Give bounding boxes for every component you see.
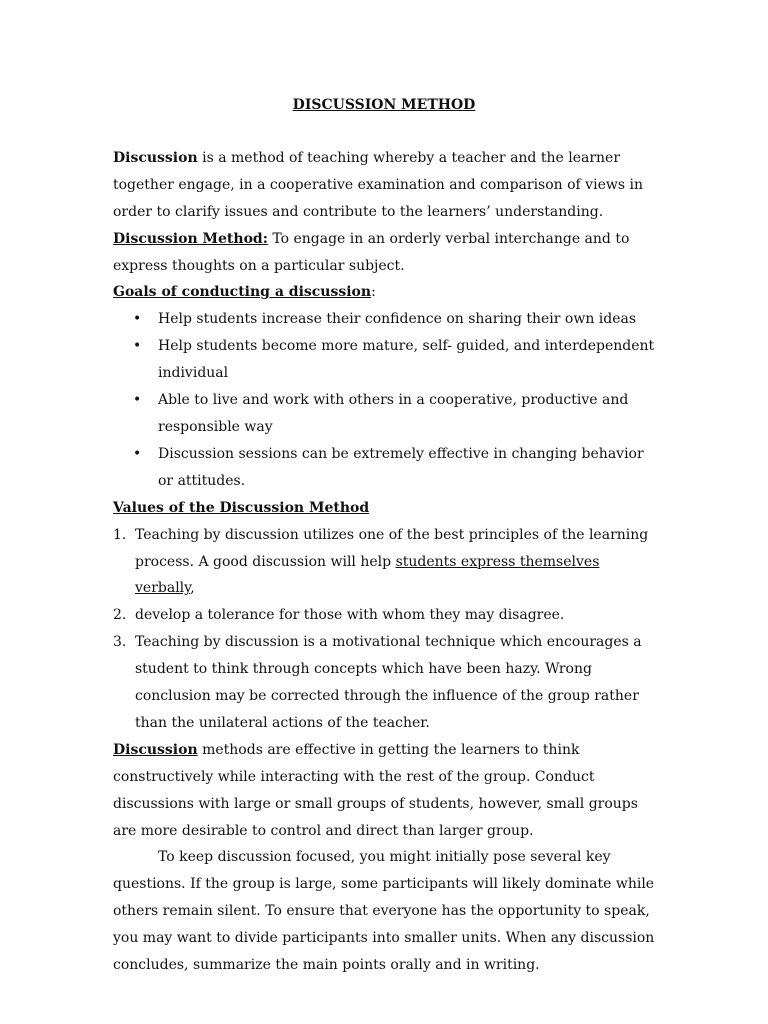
value-text: Teaching by discussion is a motivational technique which encourages a student to think through concepts which have been hazy. Wrong conclusion may be corrected through the influence of the group rather than the unilateral actions of the teacher. <box>135 634 642 731</box>
list-item <box>113 602 658 629</box>
document-page <box>113 92 658 979</box>
list-item <box>113 441 658 495</box>
list-item <box>113 387 658 441</box>
closing-text: methods are effective in getting the learners to think constructively while interacting with the rest of the group. Conduct discussions with large or small groups of students, however, small groups are more desirable to control and direct than larger group. <box>113 741 638 839</box>
intro-paragraph <box>113 145 658 226</box>
definition-term: Discussion Method: <box>113 230 268 247</box>
value-underlined-text: students express themselves verbally <box>135 553 600 597</box>
list-item <box>113 333 658 387</box>
bullet-icon: • <box>133 392 142 409</box>
goals-list <box>113 306 658 494</box>
value-text-after: , <box>190 580 195 597</box>
bullet-icon: • <box>133 338 142 355</box>
page-title: DISCUSSION METHOD <box>292 97 476 113</box>
value-text: Teaching by discussion utilizes one of the best principles of the learning process. A good discussion will help <box>135 526 649 570</box>
closing-paragraph <box>113 737 658 845</box>
goals-heading-suffix: : <box>371 284 376 301</box>
final-paragraph: To keep discussion focused, you might initially pose several key questions. If the group is large, some participants will likely dominate while others remain silent. To ensure that everyone has the opportunity to speak, you may want to divide participants into smaller units. When any discussion concludes, summarize the main points orally and in writing. <box>113 849 655 974</box>
goal-text: Help students increase their confidence on sharing their own ideas <box>158 311 637 328</box>
goals-heading: Goals of conducting a discussion <box>113 284 372 301</box>
values-heading-line <box>113 495 658 522</box>
definition-text: To engage in an orderly verbal interchange and to express thoughts on a particular subject. <box>113 230 630 274</box>
item-number: 2. <box>113 607 127 624</box>
closing-term: Discussion <box>113 741 198 758</box>
item-number: 3. <box>113 634 127 651</box>
goal-text: Help students become more mature, self- guided, and interdependent individual <box>158 338 655 382</box>
values-list <box>113 522 658 737</box>
goal-text: Able to live and work with others in a cooperative, productive and responsible way <box>158 392 629 435</box>
list-item <box>113 306 658 333</box>
intro-term: Discussion <box>113 149 198 166</box>
item-number: 1. <box>113 526 127 543</box>
goals-heading-line <box>113 279 658 306</box>
bullet-icon: • <box>133 445 142 462</box>
intro-text: is a method of teaching whereby a teacher and the learner together engage, in a cooperative examination and comparison of views in order to clarify issues and contribute to the learners’ understanding. <box>113 149 643 220</box>
list-item <box>113 522 658 603</box>
definition-paragraph <box>113 226 658 280</box>
values-heading: Values of the Discussion Method <box>113 499 370 516</box>
value-text: develop a tolerance for those with whom they may disagree. <box>135 607 565 624</box>
bullet-icon: • <box>133 311 142 328</box>
list-item <box>113 629 658 737</box>
goal-text: Discussion sessions can be extremely effective in changing behavior or attitudes. <box>158 445 644 489</box>
